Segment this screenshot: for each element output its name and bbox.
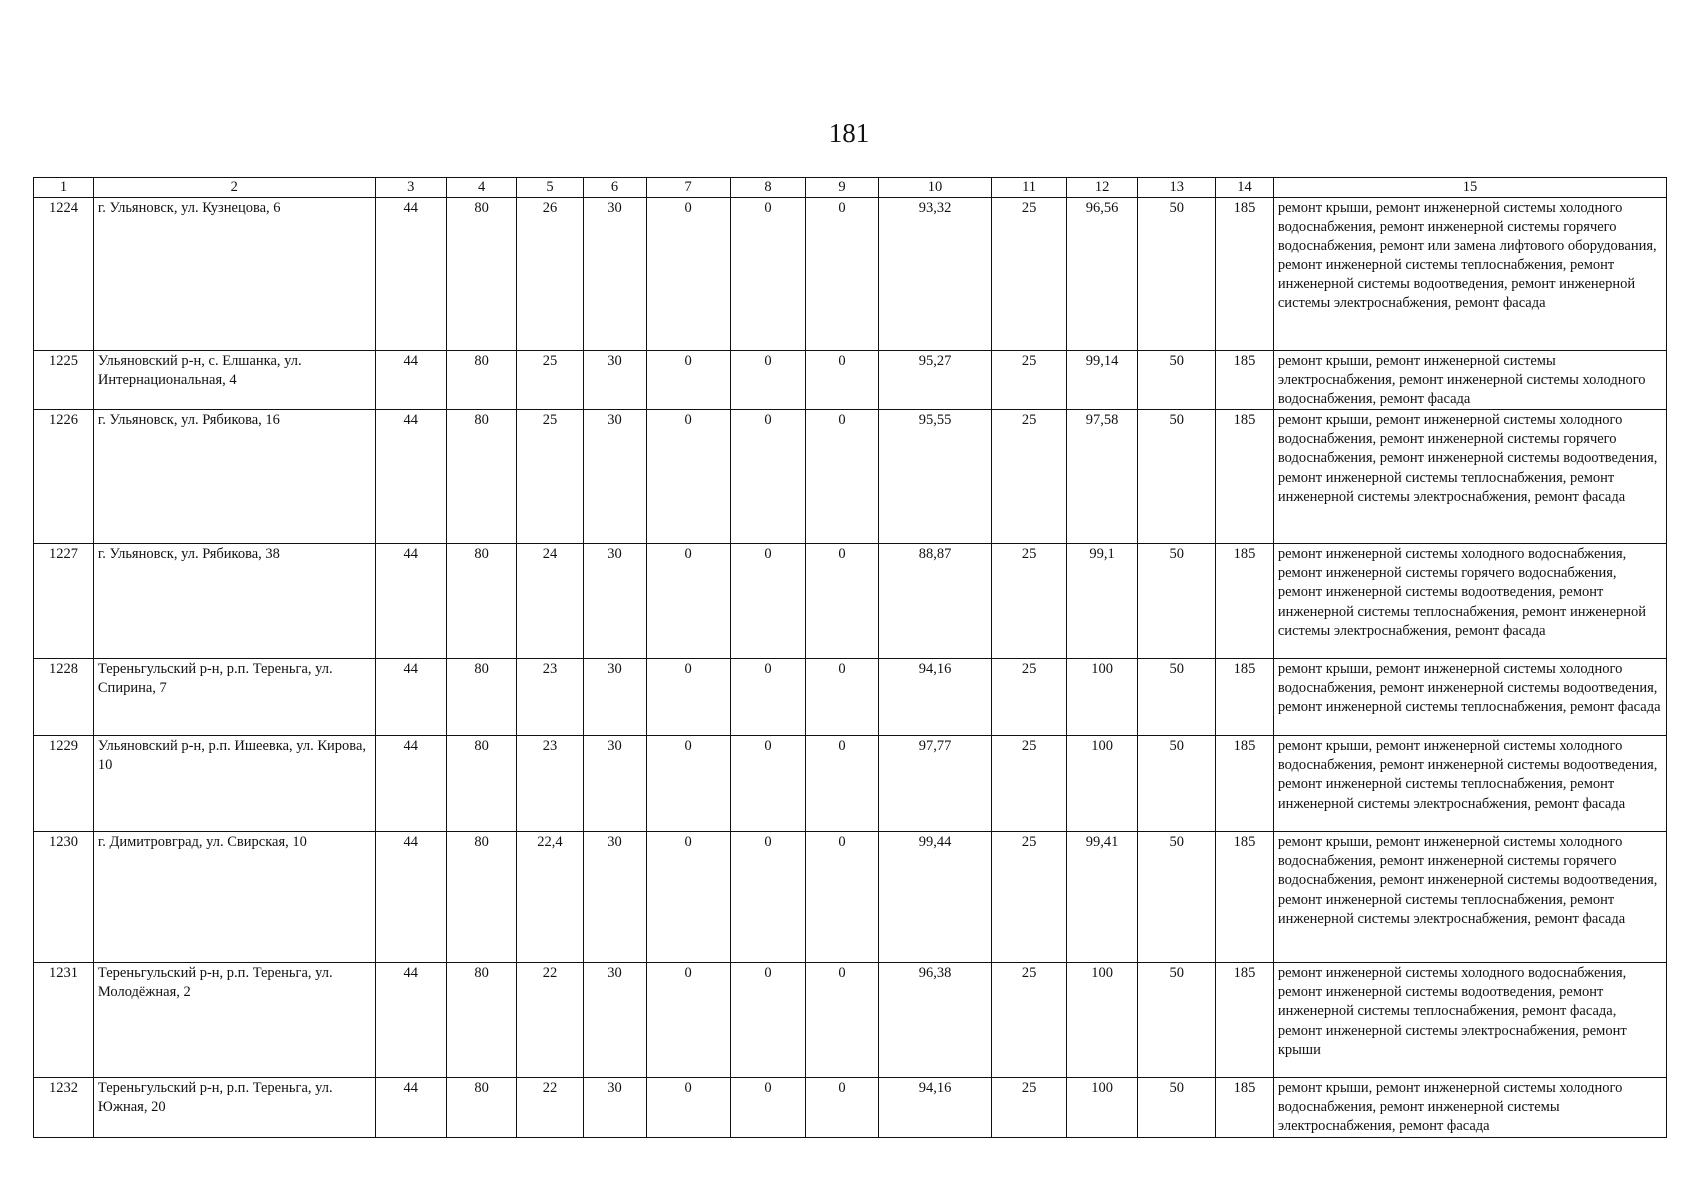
column-header: 4	[446, 178, 516, 198]
address-cell: г. Димитровград, ул. Свирская, 10	[93, 832, 375, 963]
value-cell: 23	[517, 736, 583, 832]
value-cell: 80	[446, 410, 516, 544]
value-cell: 50	[1138, 351, 1216, 410]
row-number-cell: 1231	[34, 963, 94, 1078]
value-cell: 99,1	[1066, 544, 1137, 659]
value-cell: 80	[446, 351, 516, 410]
value-cell: 0	[730, 963, 806, 1078]
value-cell: 50	[1138, 544, 1216, 659]
capital-repair-table	[33, 177, 1667, 1138]
value-cell: 80	[446, 736, 516, 832]
page-number: 181	[828, 118, 870, 148]
value-cell: 25	[992, 410, 1067, 544]
row-number-cell: 1228	[34, 659, 94, 736]
value-cell: 22	[517, 1078, 583, 1137]
value-cell: 44	[375, 963, 446, 1078]
value-cell: 30	[583, 1078, 646, 1137]
table-row	[34, 544, 1667, 659]
value-cell: 24	[517, 544, 583, 659]
value-cell: 25	[517, 351, 583, 410]
value-cell: 25	[992, 544, 1067, 659]
value-cell: 30	[583, 544, 646, 659]
value-cell: 100	[1066, 736, 1137, 832]
value-cell: 97,77	[878, 736, 991, 832]
value-cell: 0	[730, 351, 806, 410]
table-row	[34, 832, 1667, 963]
value-cell: 25	[992, 659, 1067, 736]
address-cell: г. Ульяновск, ул. Рябикова, 16	[93, 410, 375, 544]
value-cell: 25	[992, 351, 1067, 410]
table-row	[34, 963, 1667, 1078]
value-cell: 0	[806, 410, 879, 544]
value-cell: 0	[646, 544, 730, 659]
value-cell: 0	[806, 544, 879, 659]
column-header: 2	[93, 178, 375, 198]
value-cell: 80	[446, 544, 516, 659]
column-header: 14	[1216, 178, 1274, 198]
value-cell: 0	[806, 963, 879, 1078]
header-row	[34, 178, 1667, 198]
value-cell: 0	[806, 351, 879, 410]
column-header: 15	[1273, 178, 1666, 198]
value-cell: 185	[1216, 1078, 1274, 1137]
column-header: 1	[34, 178, 94, 198]
value-cell: 185	[1216, 736, 1274, 832]
column-header: 8	[730, 178, 806, 198]
table-row	[34, 351, 1667, 410]
value-cell: 95,55	[878, 410, 991, 544]
value-cell: 185	[1216, 351, 1274, 410]
column-header: 12	[1066, 178, 1137, 198]
value-cell: 50	[1138, 1078, 1216, 1137]
value-cell: 25	[992, 832, 1067, 963]
value-cell: 185	[1216, 832, 1274, 963]
column-header: 10	[878, 178, 991, 198]
value-cell: 99,41	[1066, 832, 1137, 963]
value-cell: 0	[806, 198, 879, 351]
value-cell: 30	[583, 736, 646, 832]
address-cell: Ульяновский р-н, с. Елшанка, ул. Интернациональная, 4	[93, 351, 375, 410]
value-cell: 0	[730, 659, 806, 736]
value-cell: 100	[1066, 659, 1137, 736]
value-cell: 80	[446, 1078, 516, 1137]
row-number-cell: 1226	[34, 410, 94, 544]
address-cell: Тереньгульский р-н, р.п. Тереньга, ул. Южная, 20	[93, 1078, 375, 1137]
works-cell: ремонт инженерной системы холодного водоснабжения, ремонт инженерной системы водоотведения, ремонт инженерной системы теплоснабжения, ремонт фасада, ремонт инженерной системы электроснабжения, ремонт крыши	[1273, 963, 1666, 1078]
value-cell: 80	[446, 832, 516, 963]
value-cell: 0	[646, 351, 730, 410]
value-cell: 0	[806, 1078, 879, 1137]
value-cell: 44	[375, 736, 446, 832]
value-cell: 50	[1138, 198, 1216, 351]
value-cell: 0	[646, 736, 730, 832]
works-cell: ремонт крыши, ремонт инженерной системы холодного водоснабжения, ремонт инженерной системы горячего водоснабжения, ремонт инженерной системы водоотведения, ремонт инженерной системы теплоснабжения, ремонт инженерной системы электроснабжения, ремонт фасада	[1273, 410, 1666, 544]
value-cell: 96,38	[878, 963, 991, 1078]
table-row	[34, 736, 1667, 832]
value-cell: 100	[1066, 963, 1137, 1078]
value-cell: 0	[646, 1078, 730, 1137]
row-number-cell: 1230	[34, 832, 94, 963]
column-header: 13	[1138, 178, 1216, 198]
value-cell: 96,56	[1066, 198, 1137, 351]
address-cell: Тереньгульский р-н, р.п. Тереньга, ул. Молодёжная, 2	[93, 963, 375, 1078]
table-row	[34, 410, 1667, 544]
row-number-cell: 1229	[34, 736, 94, 832]
table-row	[34, 659, 1667, 736]
value-cell: 0	[730, 832, 806, 963]
column-header: 11	[992, 178, 1067, 198]
table-row	[34, 1078, 1667, 1137]
value-cell: 22,4	[517, 832, 583, 963]
works-cell: ремонт крыши, ремонт инженерной системы электроснабжения, ремонт инженерной системы холодного водоснабжения, ремонт фасада	[1273, 351, 1666, 410]
value-cell: 185	[1216, 659, 1274, 736]
value-cell: 0	[646, 659, 730, 736]
value-cell: 0	[730, 1078, 806, 1137]
column-header: 3	[375, 178, 446, 198]
works-cell: ремонт инженерной системы холодного водоснабжения, ремонт инженерной системы горячего водоснабжения, ремонт инженерной системы водоотведения, ремонт инженерной системы теплоснабжения, ремонт инженерной системы электроснабжения, ремонт фасада	[1273, 544, 1666, 659]
value-cell: 25	[992, 736, 1067, 832]
value-cell: 25	[992, 198, 1067, 351]
row-number-cell: 1232	[34, 1078, 94, 1137]
value-cell: 0	[806, 736, 879, 832]
value-cell: 50	[1138, 736, 1216, 832]
value-cell: 99,14	[1066, 351, 1137, 410]
value-cell: 26	[517, 198, 583, 351]
value-cell: 25	[992, 1078, 1067, 1137]
value-cell: 94,16	[878, 659, 991, 736]
value-cell: 88,87	[878, 544, 991, 659]
table-row	[34, 198, 1667, 351]
value-cell: 0	[730, 198, 806, 351]
value-cell: 0	[806, 659, 879, 736]
value-cell: 0	[806, 832, 879, 963]
value-cell: 0	[730, 544, 806, 659]
value-cell: 97,58	[1066, 410, 1137, 544]
value-cell: 80	[446, 963, 516, 1078]
value-cell: 44	[375, 410, 446, 544]
column-header: 6	[583, 178, 646, 198]
column-header: 9	[806, 178, 879, 198]
value-cell: 50	[1138, 410, 1216, 544]
address-cell: Тереньгульский р-н, р.п. Тереньга, ул. Спирина, 7	[93, 659, 375, 736]
value-cell: 93,32	[878, 198, 991, 351]
value-cell: 0	[646, 198, 730, 351]
row-number-cell: 1227	[34, 544, 94, 659]
value-cell: 44	[375, 1078, 446, 1137]
value-cell: 0	[730, 410, 806, 544]
value-cell: 23	[517, 659, 583, 736]
value-cell: 185	[1216, 198, 1274, 351]
works-cell: ремонт крыши, ремонт инженерной системы холодного водоснабжения, ремонт инженерной системы горячего водоснабжения, ремонт инженерной системы водоотведения, ремонт инженерной системы теплоснабжения, ремонт инженерной системы электроснабжения, ремонт фасада	[1273, 832, 1666, 963]
value-cell: 22	[517, 963, 583, 1078]
value-cell: 44	[375, 198, 446, 351]
value-cell: 25	[992, 963, 1067, 1078]
works-cell: ремонт крыши, ремонт инженерной системы холодного водоснабжения, ремонт инженерной системы горячего водоснабжения, ремонт или замена лифтового оборудования, ремонт инженерной системы теплоснабжения, ремонт инженерной системы водоотведения, ремонт инженерной системы электроснабжения, ремонт фасада	[1273, 198, 1666, 351]
value-cell: 185	[1216, 963, 1274, 1078]
value-cell: 44	[375, 832, 446, 963]
value-cell: 30	[583, 963, 646, 1078]
value-cell: 44	[375, 351, 446, 410]
value-cell: 44	[375, 544, 446, 659]
value-cell: 30	[583, 198, 646, 351]
row-number-cell: 1224	[34, 198, 94, 351]
value-cell: 44	[375, 659, 446, 736]
value-cell: 99,44	[878, 832, 991, 963]
address-cell: г. Ульяновск, ул. Кузнецова, 6	[93, 198, 375, 351]
value-cell: 0	[646, 832, 730, 963]
value-cell: 50	[1138, 963, 1216, 1078]
value-cell: 50	[1138, 832, 1216, 963]
works-cell: ремонт крыши, ремонт инженерной системы холодного водоснабжения, ремонт инженерной системы электроснабжения, ремонт фасада	[1273, 1078, 1666, 1137]
value-cell: 30	[583, 832, 646, 963]
value-cell: 185	[1216, 410, 1274, 544]
value-cell: 0	[730, 736, 806, 832]
column-header: 5	[517, 178, 583, 198]
value-cell: 100	[1066, 1078, 1137, 1137]
value-cell: 30	[583, 351, 646, 410]
value-cell: 0	[646, 963, 730, 1078]
value-cell: 25	[517, 410, 583, 544]
works-cell: ремонт крыши, ремонт инженерной системы холодного водоснабжения, ремонт инженерной системы водоотведения, ремонт инженерной системы теплоснабжения, ремонт инженерной системы электроснабжения, ремонт фасада	[1273, 736, 1666, 832]
value-cell: 30	[583, 659, 646, 736]
value-cell: 50	[1138, 659, 1216, 736]
works-cell: ремонт крыши, ремонт инженерной системы холодного водоснабжения, ремонт инженерной системы водоотведения, ремонт инженерной системы теплоснабжения, ремонт фасада	[1273, 659, 1666, 736]
address-cell: г. Ульяновск, ул. Рябикова, 38	[93, 544, 375, 659]
address-cell: Ульяновский р-н, р.п. Ишеевка, ул. Кирова, 10	[93, 736, 375, 832]
value-cell: 80	[446, 198, 516, 351]
value-cell: 185	[1216, 544, 1274, 659]
column-header: 7	[646, 178, 730, 198]
value-cell: 95,27	[878, 351, 991, 410]
row-number-cell: 1225	[34, 351, 94, 410]
value-cell: 30	[583, 410, 646, 544]
value-cell: 94,16	[878, 1078, 991, 1137]
value-cell: 0	[646, 410, 730, 544]
value-cell: 80	[446, 659, 516, 736]
